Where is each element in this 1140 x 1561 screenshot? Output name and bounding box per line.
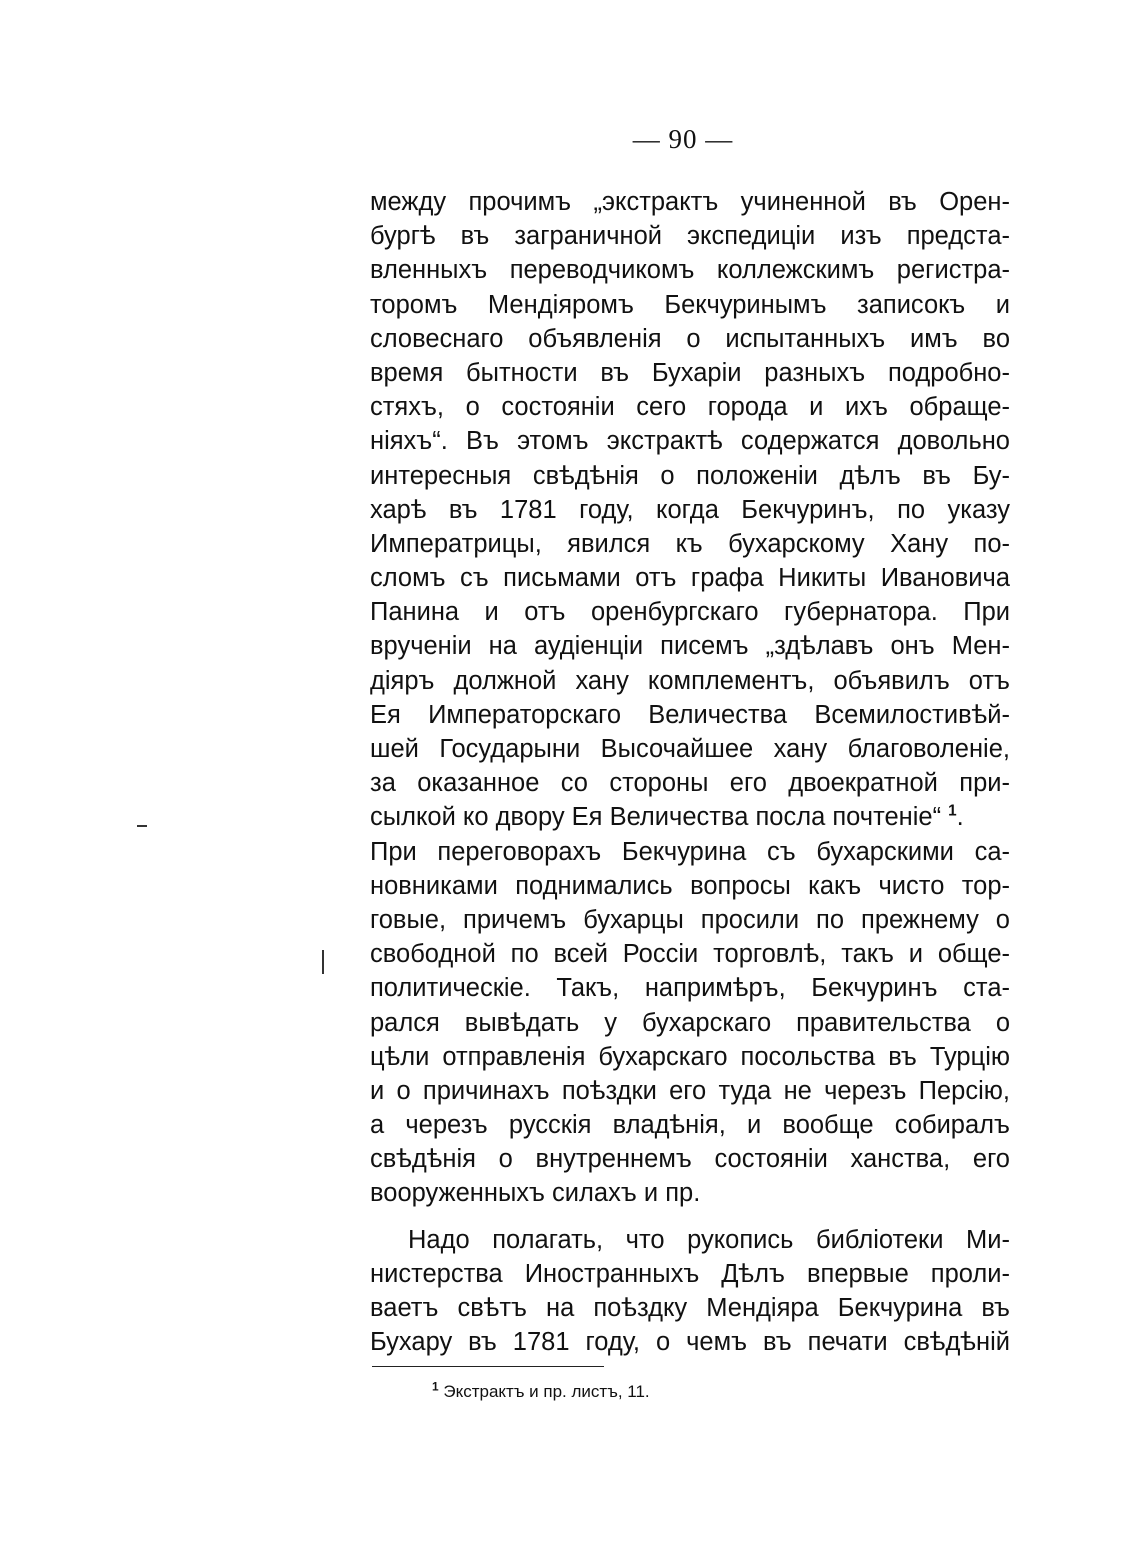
text-line: Панина и отъ оренбургскаго губернатора. При bbox=[370, 598, 1010, 627]
text-line: а черезъ русскія владѣнія, и вообще собиралъ bbox=[370, 1111, 1010, 1140]
text-line: говые, причемъ бухарцы просили по прежнему о bbox=[370, 905, 1010, 934]
text-line: діяръ должной хану комплементъ, объявилъ отъ bbox=[370, 666, 1010, 695]
text-line: ніяхъ“. Въ этомъ экстрактѣ содержатся довольно bbox=[370, 427, 1010, 456]
text-line: вооруженныхъ силахъ и пр. bbox=[370, 1179, 701, 1208]
text-line: между прочимъ „экстрактъ учиненной въ Орен- bbox=[370, 188, 1010, 216]
text-line: свободной по всей Россіи торговлѣ, такъ и обще- bbox=[370, 940, 1010, 969]
text-line: за оказанное со стороны его двоекратной при- bbox=[370, 769, 1010, 798]
footnote-number: 1 bbox=[432, 1379, 439, 1394]
text-line: словеснаго объявленія о испытанныхъ имъ во bbox=[370, 324, 1010, 353]
text-line: новниками поднимались вопросы какъ чисто тор- bbox=[370, 871, 1010, 900]
main-text bbox=[370, 185, 1010, 1359]
footnote-separator bbox=[372, 1366, 604, 1367]
text-line: ваетъ свѣтъ на поѣздку Мендіяра Бекчурина въ bbox=[370, 1294, 1010, 1322]
text-line: Ея Императорскаго Величества Всемилостивѣй- bbox=[370, 700, 1010, 729]
margin-mark bbox=[137, 825, 147, 827]
text-line: время бытности въ Бухаріи разныхъ подробно- bbox=[370, 358, 1010, 387]
text-line: вленныхъ переводчикомъ коллежскимъ регистра- bbox=[370, 256, 1010, 285]
text-line-content: сылкой ко двору Ея Величества посла почтеніе“ bbox=[370, 803, 942, 832]
text-line: рался вывѣдать у бухарскаго правительства о bbox=[370, 1008, 1010, 1037]
text-line: бургѣ въ заграничной экспедиціи изъ предста- bbox=[370, 222, 1010, 251]
paragraph-2 bbox=[370, 1223, 1010, 1360]
text-line: торомъ Мендіяромъ Бекчуринымъ записокъ и bbox=[370, 290, 1010, 319]
paragraph-gap bbox=[370, 1211, 1010, 1223]
text-line: нистерства Иностранныхъ Дѣлъ впервые проли- bbox=[370, 1259, 1010, 1288]
text-line: политическіе. Такъ, напримѣръ, Бекчуринъ ста- bbox=[370, 974, 1010, 1003]
text-line: шей Государыни Высочайшее хану благоволеніе, bbox=[370, 735, 1010, 763]
page-number: — 90 — bbox=[632, 124, 734, 154]
text-line: стяхъ, о состояніи сего города и ихъ обраще- bbox=[370, 393, 1010, 422]
paragraph-1 bbox=[370, 185, 1010, 1211]
footnote-text: Экстрактъ и пр. листъ, 11. bbox=[443, 1382, 650, 1401]
text-line: сылкой ко двору Ея Величества посла почтеніе“ $^1$. bbox=[370, 802, 964, 832]
text-line: Императрицы, явился къ бухарскому Хану по- bbox=[370, 529, 1010, 558]
text-line: сломъ съ письмами отъ графа Никиты Ивановича bbox=[370, 564, 1010, 593]
text-line: свѣдѣнія о внутреннемъ состояніи ханства, его bbox=[370, 1145, 1010, 1174]
text-line: интересныя свѣдѣнія о положеніи дѣлъ въ Бу- bbox=[370, 461, 1010, 490]
footnote-marker: 1 bbox=[948, 802, 957, 820]
text-line: Бухару въ 1781 году, о чемъ въ печати свѣдѣній bbox=[370, 1328, 1010, 1357]
footnote bbox=[432, 1380, 650, 1404]
text-line: врученіи на аудіенціи писемъ „здѣлавъ онъ Мен- bbox=[370, 632, 1010, 661]
text-line: цѣли отправленія бухарскаго посольства въ Турцію bbox=[370, 1042, 1010, 1071]
text-line: харѣ въ 1781 году, когда Бекчуринъ, по указу bbox=[370, 495, 1010, 524]
text-line: и о причинахъ поѣздки его туда не черезъ Персію, bbox=[370, 1076, 1010, 1105]
margin-mark bbox=[322, 950, 324, 974]
text-line: Надо полагать, что рукопись библіотеки Ми- bbox=[408, 1225, 1010, 1254]
text-line: При переговорахъ Бекчурина съ бухарскими са- bbox=[370, 837, 1010, 866]
